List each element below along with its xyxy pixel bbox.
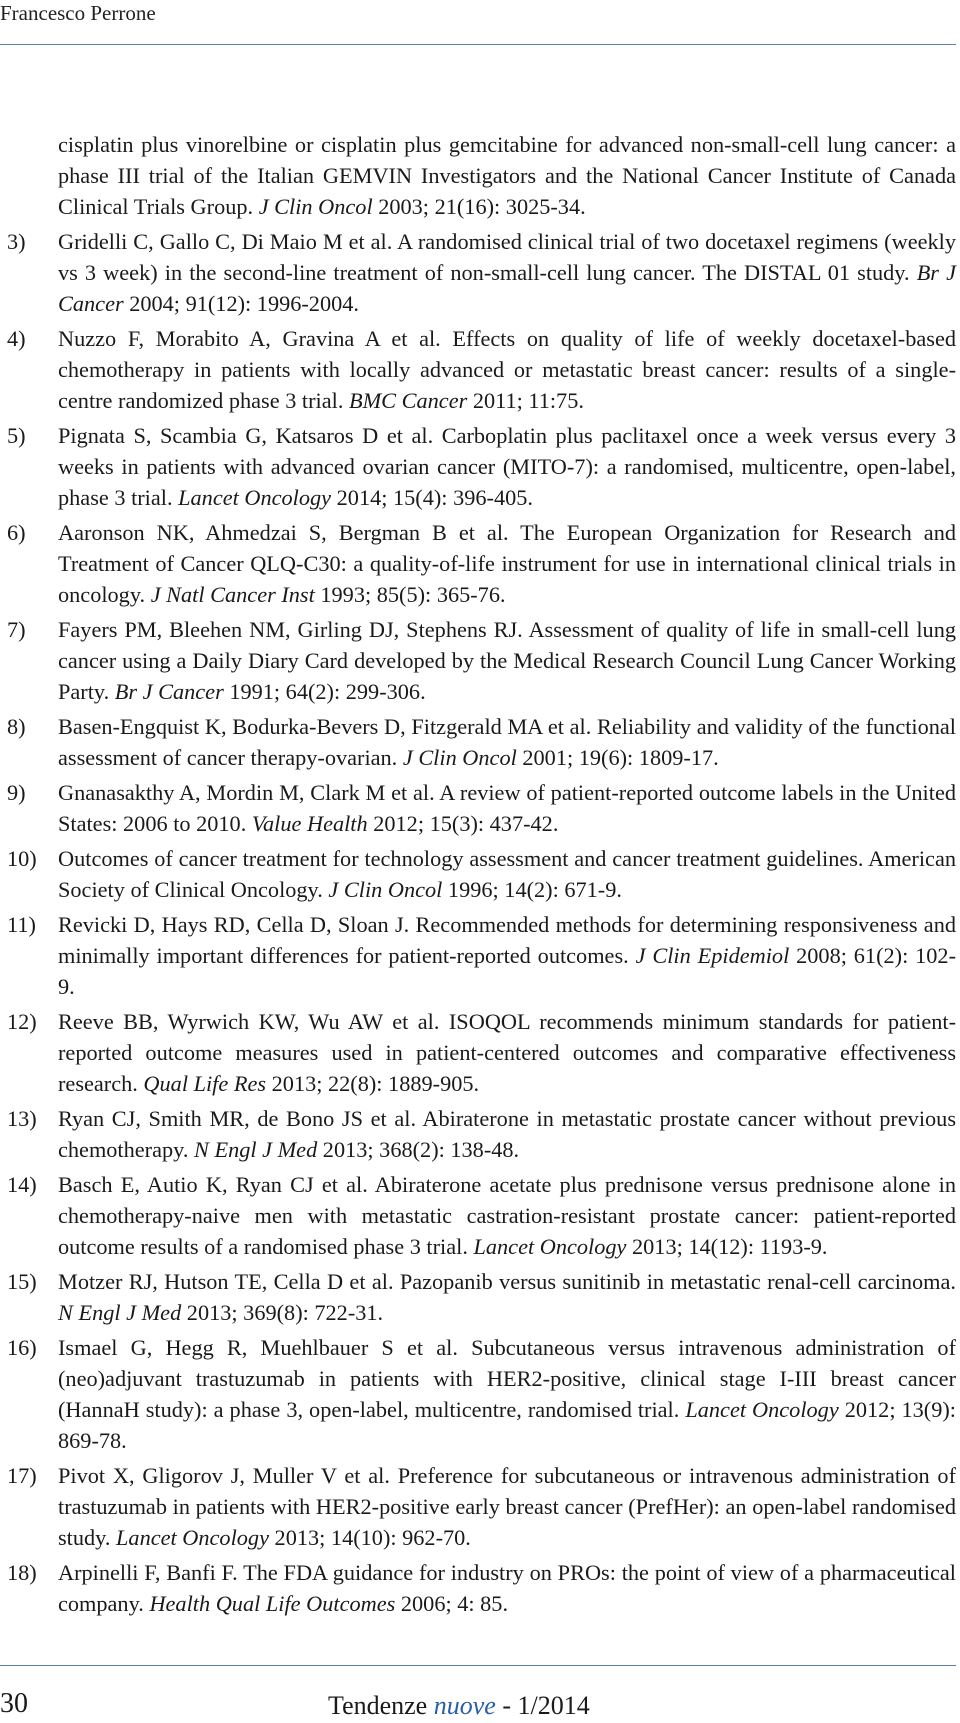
reference-number: 13) — [7, 1106, 37, 1131]
reference-journal: BMC Cancer — [348, 388, 468, 413]
reference-item — [0, 843, 956, 905]
reference-journal: N Engl J Med — [194, 1137, 318, 1162]
reference-number: 8) — [7, 714, 26, 739]
reference-number: 7) — [7, 617, 26, 642]
reference-text: Gridelli C, Gallo C, Di Maio M et al. A randomised clinical trial of two docetaxel regimens (weekly vs 3 week) in the second-line treatment of non-small-cell lung cancer. The DISTAL 01 study. — [58, 229, 956, 285]
reference-journal: Qual Life Res — [143, 1071, 267, 1096]
reference-item — [0, 129, 956, 222]
reference-citation: 2012; 13(9): 869-78. — [58, 1397, 956, 1453]
reference-citation: 1993; 85(5): 365-76. — [314, 582, 506, 607]
reference-citation: 2013; 22(8): 1889-905. — [266, 1071, 480, 1096]
reference-journal: N Engl J Med — [58, 1300, 182, 1325]
reference-text: cisplatin plus vinorelbine or cisplatin plus gemcitabine for advanced non-small-cell lung cancer: a phase III trial of the Italian GEMVIN Investigators and the National Cancer Institute of Canada Clinical Trials Group. — [58, 132, 956, 219]
reference-citation: 2014; 15(4): 396-405. — [331, 485, 533, 510]
journal-title — [328, 1690, 590, 1722]
reference-item — [0, 614, 956, 707]
reference-item — [0, 1266, 956, 1328]
reference-journal: Lancet Oncology — [473, 1234, 627, 1259]
reference-journal: J Clin Oncol — [328, 877, 443, 902]
reference-number: 18) — [7, 1560, 37, 1585]
reference-item — [0, 1557, 956, 1619]
reference-number: 5) — [7, 423, 26, 448]
reference-journal: Br J Cancer — [58, 260, 956, 316]
reference-citation: 2013; 14(12): 1193-9. — [626, 1234, 828, 1259]
reference-item — [0, 711, 956, 773]
reference-citation: 1996; 14(2): 671-9. — [442, 877, 622, 902]
reference-number: 3) — [7, 229, 26, 254]
reference-item — [0, 909, 956, 1002]
reference-citation: 2001; 19(6): 1809-17. — [516, 745, 719, 770]
reference-text: Basen-Engquist K, Bodurka-Bevers D, Fitzgerald MA et al. Reliability and validity of the functional assessment of cancer therapy-ovarian. — [58, 714, 956, 770]
page-number: 30 — [0, 1688, 28, 1719]
reference-number: 6) — [7, 520, 26, 545]
reference-list — [0, 129, 956, 1623]
reference-number: 9) — [7, 780, 26, 805]
reference-item — [0, 1332, 956, 1456]
reference-text: Nuzzo F, Morabito A, Gravina A et al. Effects on quality of life of weekly docetaxel-based chemotherapy in patients with locally advanced or metastatic breast cancer: results of a single-centre randomized phase 3 trial. — [58, 326, 956, 413]
reference-journal: Lancet Oncology — [116, 1525, 269, 1550]
reference-number: 16) — [7, 1335, 37, 1360]
reference-citation: 2004; 91(12): 1996-2004. — [123, 291, 359, 316]
reference-text: Ryan CJ, Smith MR, de Bono JS et al. Abiraterone in metastatic prostate cancer without previous chemotherapy. — [58, 1106, 956, 1162]
reference-item — [0, 323, 956, 416]
reference-citation: 2013; 369(8): 722-31. — [181, 1300, 384, 1325]
reference-text: Basch E, Autio K, Ryan CJ et al. Abiraterone acetate plus prednisone versus prednisone alone in chemotherapy-naive men with metastatic castration-resistant prostate cancer: patient-reported outcome results of a randomised phase 3 trial. — [58, 1172, 956, 1259]
reference-number: 17) — [7, 1463, 37, 1488]
reference-text: Reeve BB, Wyrwich KW, Wu AW et al. ISOQOL recommends minimum standards for patient-reported outcome measures used in patient-centered outcomes and comparative effectiveness research. — [58, 1009, 956, 1096]
reference-journal: J Natl Cancer Inst — [150, 582, 315, 607]
reference-citation: 2013; 14(10): 962-70. — [268, 1525, 471, 1550]
header-rule — [0, 44, 956, 45]
reference-citation: 2008; 61(2): 102-9. — [58, 943, 957, 999]
reference-text: Motzer RJ, Hutson TE, Cella D et al. Pazopanib versus sunitinib in metastatic renal-cell carcinoma. — [58, 1269, 956, 1294]
reference-number: 10) — [7, 846, 37, 871]
reference-text: Revicki D, Hays RD, Cella D, Sloan J. Recommended methods for determining responsiveness and minimally important differences for patient-reported outcomes. — [58, 912, 956, 968]
reference-item — [0, 1006, 956, 1099]
reference-journal: J Clin Epidemiol — [635, 943, 790, 968]
footer-rule — [0, 1665, 956, 1666]
reference-number: 4) — [7, 326, 26, 351]
reference-text: Pivot X, Gligorov J, Muller V et al. Preference for subcutaneous or intravenous administration of trastuzumab in patients with HER2-positive early breast cancer (PrefHer): an open-label randomised study. — [58, 1463, 956, 1550]
journal-title-accent: nuove — [433, 1691, 496, 1720]
reference-item — [0, 1169, 956, 1262]
reference-citation: 2011; 11:75. — [467, 388, 584, 413]
reference-text: Aaronson NK, Ahmedzai S, Bergman B et al. The European Organization for Research and Treatment of Cancer QLQ-C30: a quality-of-life instrument for use in international clinical trials in oncology. — [58, 520, 956, 607]
reference-item — [0, 226, 956, 319]
reference-citation: 2003; 21(16): 3025-34. — [372, 194, 586, 219]
reference-journal: Lancet Oncology — [178, 485, 332, 510]
reference-citation: 2013; 368(2): 138-48. — [317, 1137, 520, 1162]
reference-journal: Health Qual Life Outcomes — [149, 1591, 396, 1616]
reference-journal: Value Health — [251, 811, 368, 836]
reference-number: 14) — [7, 1172, 37, 1197]
running-head: Francesco Perrone — [0, 1, 156, 25]
reference-item — [0, 1460, 956, 1553]
reference-text: Fayers PM, Bleehen NM, Girling DJ, Stephens RJ. Assessment of quality of life in small-cell lung cancer using a Daily Diary Card developed by the Medical Research Council Lung Cancer Working Party. — [58, 617, 956, 704]
reference-journal: Lancet Oncology — [685, 1397, 839, 1422]
reference-journal: Br J Cancer — [114, 679, 224, 704]
reference-item — [0, 777, 956, 839]
reference-item — [0, 420, 956, 513]
reference-text: Pignata S, Scambia G, Katsaros D et al. Carboplatin plus paclitaxel once a week versus every 3 weeks in patients with advanced ovarian cancer (MITO-7): a randomised, multicentre, open-label, phase 3 trial. — [58, 423, 956, 510]
reference-journal: J Clin Oncol — [402, 745, 517, 770]
journal-issue: - 1/2014 — [495, 1691, 590, 1720]
reference-journal: J Clin Oncol — [258, 194, 373, 219]
reference-number: 11) — [7, 912, 36, 937]
reference-text: Outcomes of cancer treatment for technology assessment and cancer treatment guidelines. American Society of Clinical Oncology. — [58, 846, 956, 902]
reference-number: 15) — [7, 1269, 37, 1294]
reference-item — [0, 1103, 956, 1165]
reference-citation: 1991; 64(2): 299-306. — [223, 679, 426, 704]
journal-title-prefix: Tendenze — [328, 1691, 434, 1720]
reference-item — [0, 517, 956, 610]
reference-text: Arpinelli F, Banfi F. The FDA guidance for industry on PROs: the point of view of a pharmaceutical company. — [58, 1560, 956, 1616]
reference-text: Ismael G, Hegg R, Muehlbauer S et al. Subcutaneous versus intravenous administration of (neo)adjuvant trastuzumab in patients with HER2-positive, clinical stage I-III breast cancer (HannaH study): a phase 3, open-label, multicentre, randomised trial. — [58, 1335, 956, 1422]
reference-citation: 2006; 4: 85. — [395, 1591, 509, 1616]
reference-citation: 2012; 15(3): 437-42. — [367, 811, 559, 836]
reference-number: 12) — [7, 1009, 37, 1034]
reference-text: Gnanasakthy A, Mordin M, Clark M et al. A review of patient-reported outcome labels in the United States: 2006 to 2010. — [58, 780, 956, 836]
